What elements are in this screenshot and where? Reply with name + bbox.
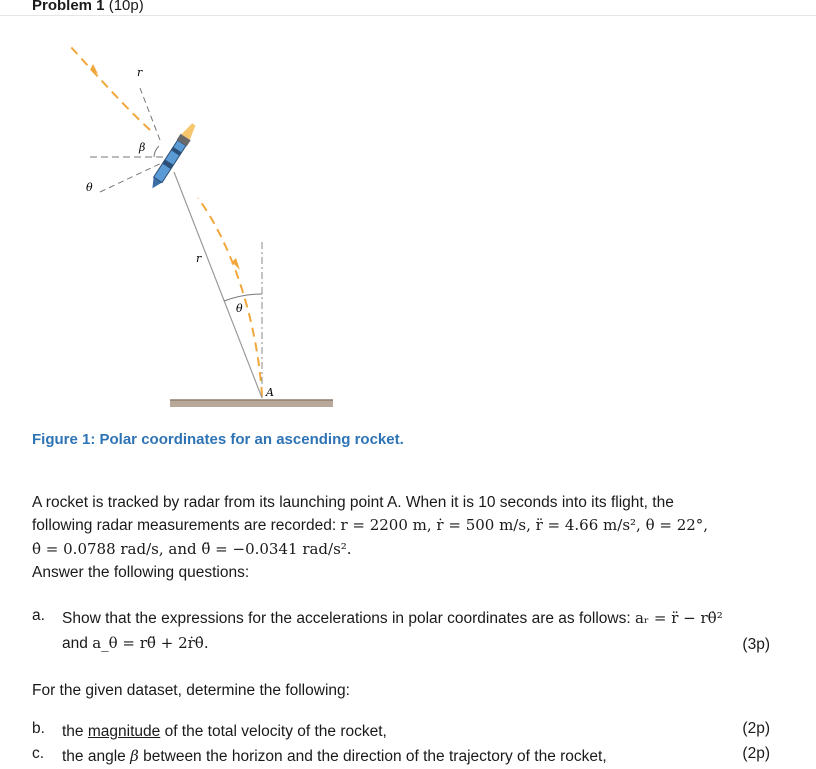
- label-point-a: A: [266, 386, 274, 399]
- question-b-text-pre: the: [62, 723, 84, 740]
- label-r-top: r: [137, 66, 143, 79]
- radius-line: [174, 172, 262, 398]
- given-dataset-line: For the given dataset, determine the following:: [32, 682, 350, 699]
- intro-line-2-math: r = 2200 m, ṙ = 500 m/s, r̈ = 4.66 m/s², θ = 22°,: [340, 516, 709, 534]
- question-c-points: (2p): [742, 745, 770, 762]
- question-a-math-radial: aᵣ = r̈ − rθ̇²: [634, 609, 723, 627]
- label-theta-left: θ: [86, 181, 93, 194]
- trajectory-path-upper: [70, 46, 150, 130]
- question-c-text-post: between the horizon and the direction of the trajectory of the rocket,: [143, 748, 607, 765]
- question-c-text: [62, 745, 607, 769]
- figure-caption: Figure 1: Polar coordinates for an ascending rocket.: [32, 431, 404, 448]
- theta-angle-arc: [224, 294, 262, 301]
- question-a-marker: a.: [32, 607, 45, 624]
- question-b-text: [62, 720, 387, 744]
- question-a-and: and: [62, 635, 88, 652]
- question-c-text-pre: the angle: [62, 748, 126, 765]
- label-theta-bottom: θ: [236, 302, 243, 315]
- question-c-beta-symbol: β: [130, 747, 139, 765]
- label-r-mid: r: [196, 252, 202, 265]
- intro-line-4: Answer the following questions:: [32, 564, 250, 581]
- ground: [170, 400, 333, 407]
- question-b-points: (2p): [742, 720, 770, 737]
- intro-line-2-text: following radar measurements are recorded:: [32, 517, 337, 534]
- intro-line-3-math: θ̇ = 0.0788 rad/s, and θ̈ = −0.0341 rad/s².: [32, 540, 352, 558]
- question-c-marker: c.: [32, 745, 45, 762]
- intro-line-1: A rocket is tracked by radar from its launching point A. When it is 10 seconds into its flight, the: [32, 494, 674, 511]
- trajectory-path: [198, 198, 262, 396]
- intro-line-2: [32, 514, 708, 538]
- problem-points: (10p): [108, 0, 144, 14]
- question-a-text: Show that the expressions for the accelerations in polar coordinates are as follows:: [62, 610, 631, 627]
- label-beta: β: [139, 141, 146, 154]
- intro-line-3: [32, 538, 352, 562]
- rocket-icon: [147, 121, 198, 191]
- beta-angle-arc: [154, 146, 159, 157]
- question-a-points: (3p): [742, 636, 770, 653]
- question-b-marker: b.: [32, 720, 45, 737]
- question-a-math-transverse: a_θ = rθ̈ + 2ṙθ̇.: [92, 634, 209, 652]
- question-a-line-1: [62, 607, 723, 631]
- problem-title: Problem 1: [32, 0, 105, 14]
- question-b-text-post: of the total velocity of the rocket,: [164, 723, 387, 740]
- radial-direction-line: [140, 88, 160, 140]
- question-b-underlined: magnitude: [87, 723, 161, 740]
- question-a-line-2: [62, 632, 209, 656]
